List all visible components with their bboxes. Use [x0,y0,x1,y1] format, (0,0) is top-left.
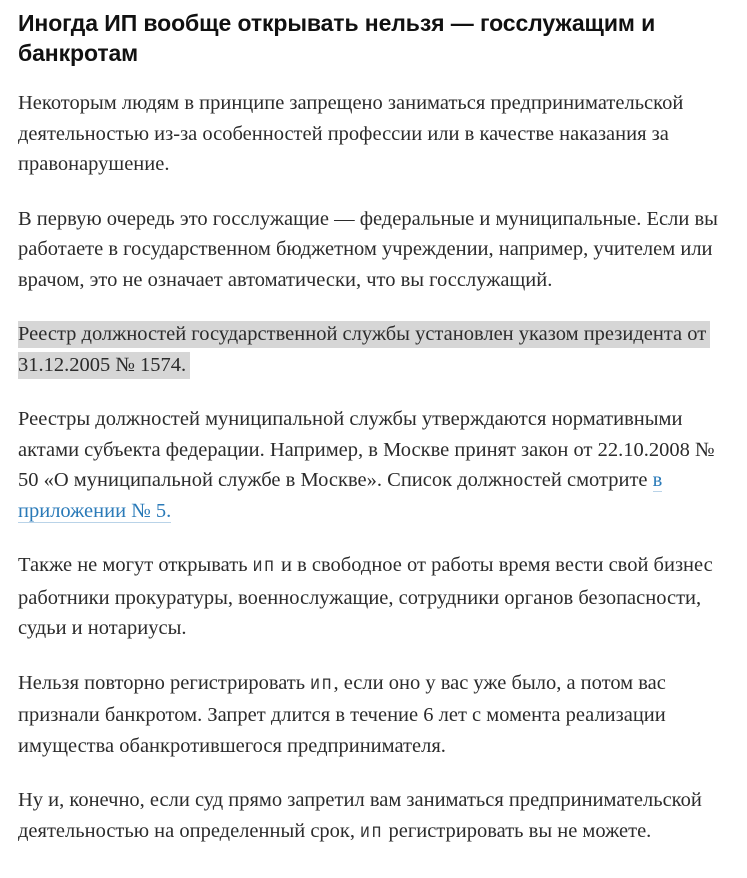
article [18,8,733,872]
paragraph-intro: Некоторым людям в принципе запрещено заниматься предпринимательской деятельностью из-за особенностей профессии или в качестве наказания за правонарушение. [18,92,684,175]
paragraph-registry-highlight [18,319,733,380]
paragraph-court-ban [18,785,733,848]
paragraph-other-professions [18,550,733,644]
paragraph-text-part: , если оно у вас уже было, а потом вас признали банкротом. Запрет длится в течение 6 лет с момента реализации имущества обанкротившегося предпринимателя. [18,671,666,757]
paragraph-bankruptcy [18,668,733,762]
appendix-5-link[interactable]: в приложении № 5. [18,469,663,522]
paragraph-civil-servants: В первую очередь это госслужащие — федеральные и муниципальные. Если вы работаете в государственном бюджетном учреждении, например, учителем или врачом, это не означает автоматически, что вы госслужащий. [18,207,718,291]
paragraph-text-part: Нельзя повторно регистрировать [18,671,311,694]
ip-abbreviation: ИП [252,558,276,576]
article-heading: Иногда ИП вообще открывать нельзя — госслужащим и банкротам [18,10,656,66]
paragraph-municipal-service [18,404,733,526]
paragraph-text-part: и в свободное от работы время вести свой бизнес работники прокуратуры, военнослужащие, сотрудники органов безопасности, судьи и нотариусы. [18,554,713,639]
ip-abbreviation: ИП [360,823,384,842]
paragraph-text-part: регистрировать вы не можете. [383,819,652,842]
paragraph-text-part: Также не могут открывать [18,554,253,576]
paragraph-municipal-text: Реестры должностей муниципальной службы утверждаются нормативными актами субъекта федерации. Например, в Москве принят закон от 22.10.2008 № 50 «О муниципальной службе в Москве». Список должностей смотрите [18,408,715,491]
highlighted-text: Реестр должностей государственной службы установлен указом президента от 31.12.2005 № 1574. [18,321,710,379]
paragraph-text-part: Ну и, конечно, если суд прямо запретил вам заниматься предпринимательской деятельностью на определенный срок, [18,789,702,842]
ip-abbreviation: ИП [310,675,334,694]
